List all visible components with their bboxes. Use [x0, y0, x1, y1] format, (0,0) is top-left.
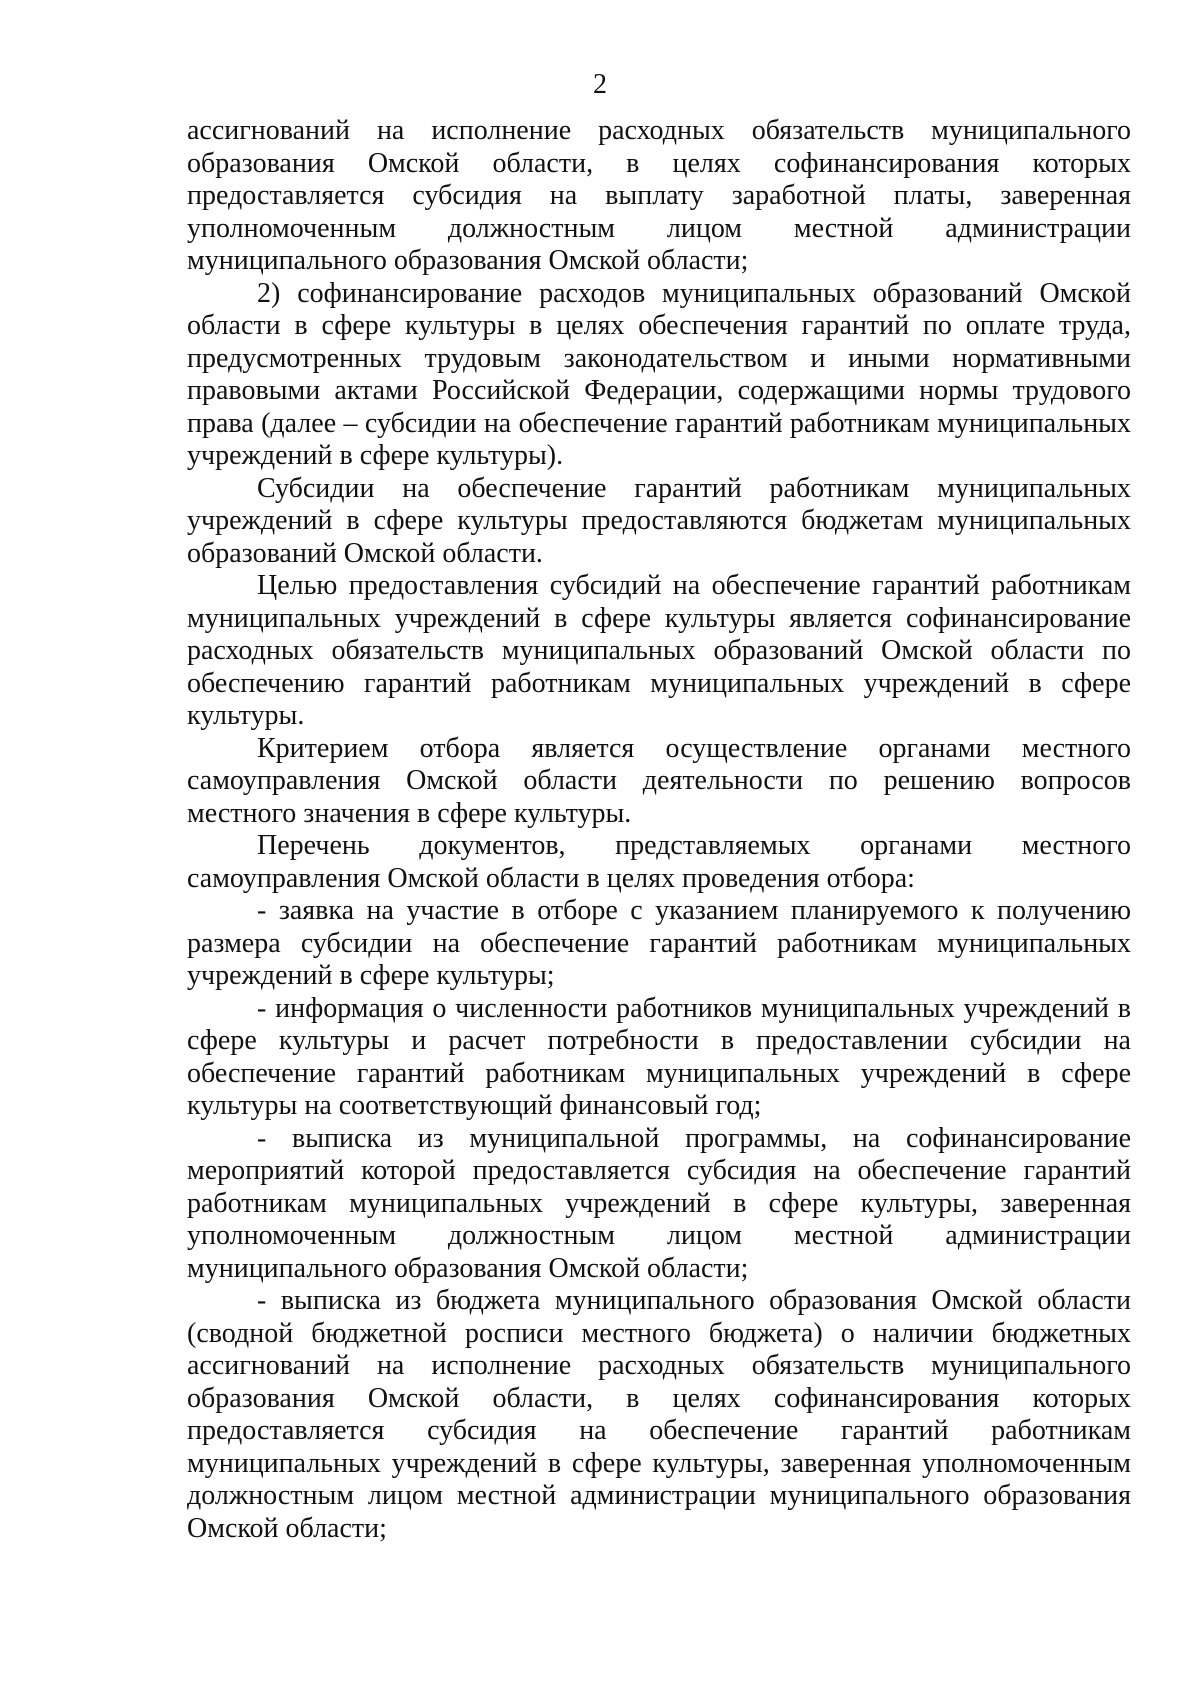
document-body [187, 115, 1131, 1545]
list-item-budget-extract: - выписка из бюджета муниципального образования Омской области (сводной бюджетной росписи местного бюджета) о наличии бюджетных ассигнований на исполнение расходных обязательств муниципального образования Омской области, в целях софинансирования которых предоставляется субсидия на обеспечение гарантий работникам муниципальных учреждений в сфере культуры, заверенная уполномоченным должностным лицом местной администрации муниципального образования Омской области; [187, 1285, 1131, 1544]
paragraph-documents-list-intro: Перечень документов, представляемых органами местного самоуправления Омской области в целях проведения отбора: [187, 830, 1131, 894]
paragraph-continuation: ассигнований на исполнение расходных обязательств муниципального образования Омской области, в целях софинансирования которых предоставляется субсидия на выплату заработной платы, заверенная уполномоченным должностным лицом местной администрации муниципального образования Омской области; [187, 115, 1131, 276]
paragraph-criterion: Критерием отбора является осуществление органами местного самоуправления Омской области деятельности по решению вопросов местного значения в сфере культуры. [187, 732, 1131, 829]
list-item-staff-info: - информация о численности работников муниципальных учреждений в сфере культуры и расчет потребности в предоставлении субсидии на обеспечение гарантий работникам муниципальных учреждений в сфере культуры на соответствующий финансовый год; [187, 992, 1131, 1121]
list-item-application: - заявка на участие в отборе с указанием планируемого к получению размера субсидии на обеспечение гарантий работникам муниципальных учреждений в сфере культуры; [187, 895, 1131, 991]
list-item-program-extract: - выписка из муниципальной программы, на софинансирование мероприятий которой предоставляется субсидия на обеспечение гарантий работникам муниципальных учреждений в сфере культуры, заверенная уполномоченным должностным лицом местной администрации муниципального образования Омской области; [187, 1122, 1131, 1284]
page-number: 2 [593, 69, 607, 100]
paragraph-purpose: Целью предоставления субсидий на обеспечение гарантий работникам муниципальных учреждений в сфере культуры является софинансирование расходных обязательств муниципальных образований Омской области по обеспечению гарантий работникам муниципальных учреждений в сфере культуры. [187, 570, 1131, 731]
paragraph-item-2: 2) софинансирование расходов муниципальных образований Омской области в сфере культуры в целях обеспечения гарантий по оплате труда, предусмотренных трудовым законодательством и иными нормативными правовыми актами Российской Федерации, содержащими нормы трудового права (далее – субсидии на обеспечение гарантий работникам муниципальных учреждений в сфере культуры). [187, 277, 1131, 471]
paragraph-subsidies: Субсидии на обеспечение гарантий работникам муниципальных учреждений в сфере культуры предоставляются бюджетам муниципальных образований Омской области. [187, 472, 1131, 569]
